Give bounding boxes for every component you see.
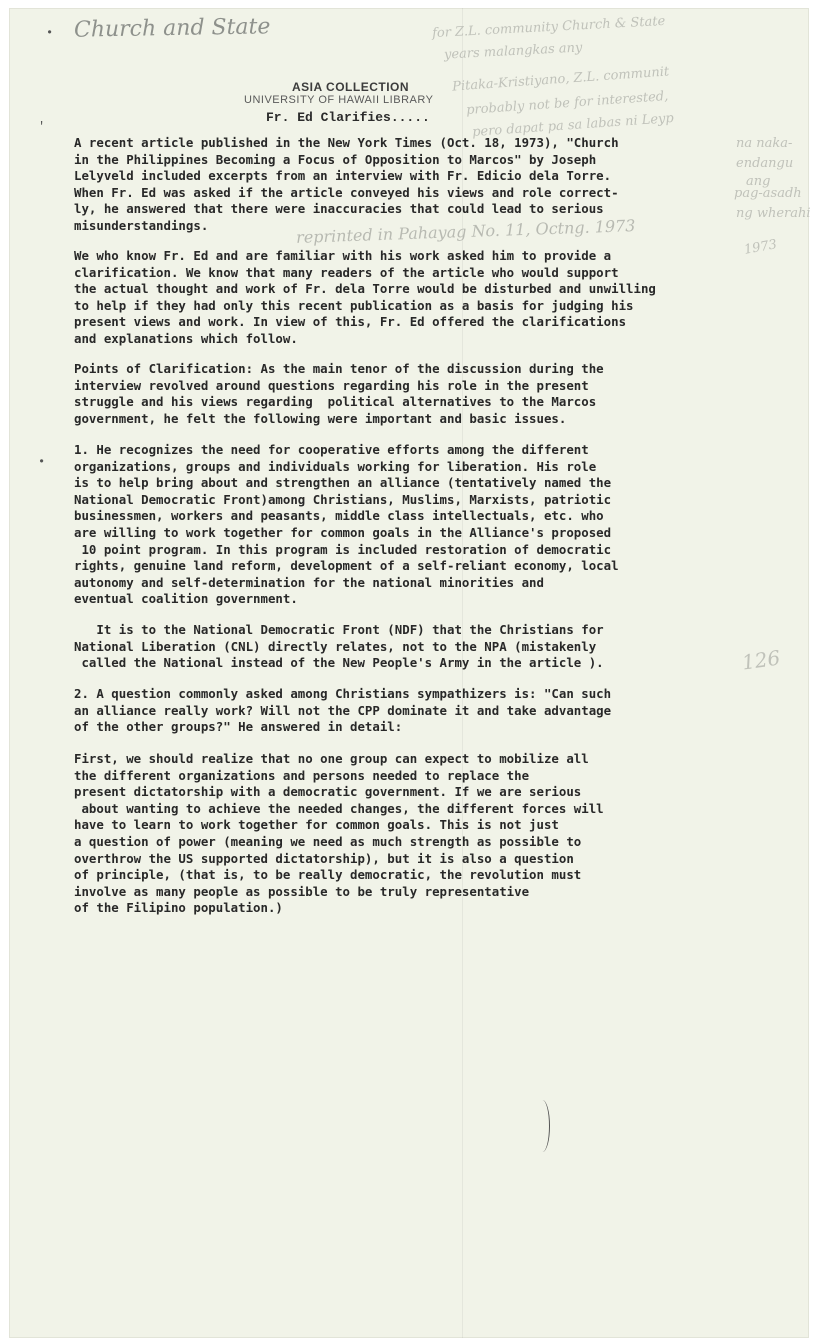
margin-note: Pitaka-Kristiyano, Z.L. communit [451, 64, 670, 95]
margin-note: ng wherahi [736, 206, 811, 221]
margin-note: na naka- [736, 136, 793, 151]
margin-note: endangu [736, 156, 794, 171]
page-mark: 126 [740, 645, 782, 675]
paragraph-ndf: It is to the National Democratic Front (NDF) that the Christians for National Liberation (CNL) directly relates, not to the NPA (mistakenly called the National instead of the New People's Army in the article ). [74, 622, 604, 671]
document-title: Fr. Ed Clarifies..... [266, 110, 430, 125]
margin-dot: • [38, 455, 46, 469]
margin-note: 1973 [742, 237, 779, 258]
paragraph-first: First, we should realize that no one group can expect to mobilize all the different organizations and persons needed to replace the present dictatorship with a democratic government. If we are serious about wanting to achieve the needed changes, the different forces will have to learn to work together for common goals. This is not just a question of power (meaning we need as much strength as possible to overthrow the US supported dictatorship), but it is also a question of principle, (that is, to be really democratic, the revolution must involve as many people as possible to be truly representative of the Filipino population.) [74, 751, 604, 916]
library-stamp-line2: UNIVERSITY OF HAWAII LIBRARY [244, 94, 434, 106]
margin-dot: • [46, 26, 54, 40]
paragraph-point-2: 2. A question commonly asked among Christians sympathizers is: "Can such an alliance really work? Will not the CPP dominate it and take advantage of the other groups?" He answered in detail: [74, 686, 612, 735]
library-stamp-line1: ASIA COLLECTION [292, 80, 410, 94]
margin-dot: ' [38, 120, 46, 134]
margin-note: pero dapat pa sa labas ni Leyp [471, 110, 675, 141]
margin-note: years malangkas any [443, 40, 583, 63]
pencil-note: reprinted in Pahayag No. 11, Octng. 1973 [295, 216, 636, 247]
margin-note: pag-asadh [734, 186, 802, 201]
margin-note: for Z.L. community Church & State [431, 13, 666, 42]
pencil-mark [535, 1100, 550, 1152]
handwritten-title: Church and State [73, 14, 271, 43]
paragraph-intro: A recent article published in the New York Times (Oct. 18, 1973), "Church in the Philippines Becoming a Focus of Opposition to Marcos" by Joseph Lelyveld included excerpts from an interview with Fr. Edicio dela Torre. When Fr. Ed was asked if the article conveyed his views and role correct- ly, he answered that there were inaccuracies that could lead to serious misunderstandings. [74, 135, 619, 233]
paragraph-point-1: 1. He recognizes the need for cooperative efforts among the different organizations, groups and individuals working for liberation. His role is to help bring about and strengthen an alliance (tentatively named the National Democratic Front)among Christians, Muslims, Marxists, patriotic businessmen, workers and peasants, middle class intellectuals, etc. who are willing to work together for common goals in the Alliance's proposed 10 point program. In this program is included restoration of democratic rights, genuine land reform, development of a self-reliant economy, local autonomy and self-determination for the national minorities and eventual coalition government. [74, 442, 619, 607]
margin-note: probably not be for interested, [465, 88, 669, 119]
margin-note: ang [746, 174, 771, 189]
paragraph-request: We who know Fr. Ed and are familiar with his work asked him to provide a clarification. We know that many readers of the article who would support the actual thought and work of Fr. dela Torre would be disturbed and unwilling to help if they had only this recent publication as a basis for judging his present views and work. In view of this, Fr. Ed offered the clarifications and explanations which follow. [74, 248, 656, 346]
paragraph-points: Points of Clarification: As the main tenor of the discussion during the interview revolved around questions regarding his role in the present struggle and his views regarding political alternatives to the Marcos government, he felt the following were important and basic issues. [74, 361, 604, 426]
